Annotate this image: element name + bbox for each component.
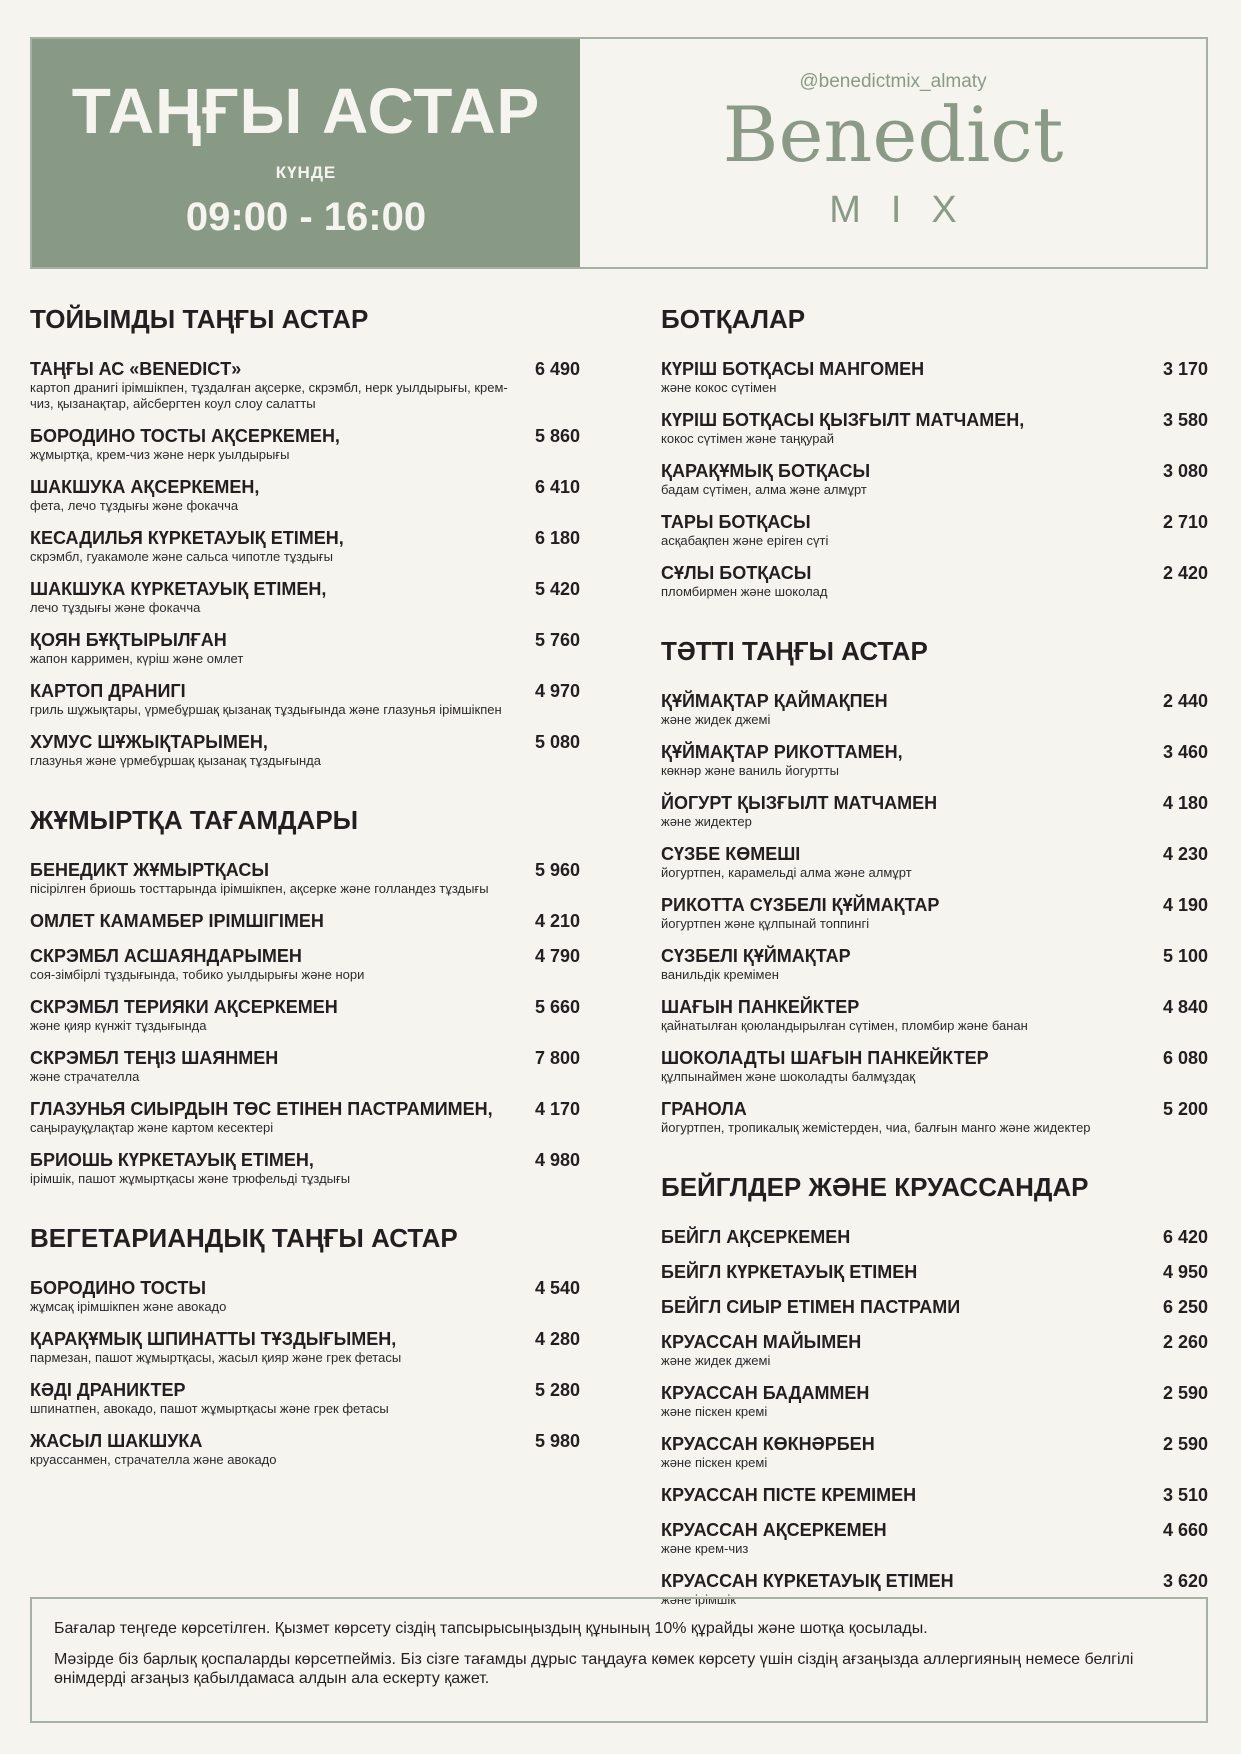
menu-item xyxy=(30,681,580,718)
menu-item-price: 2 590 xyxy=(1162,1383,1208,1403)
menu-item-text xyxy=(30,1150,350,1187)
menu-item-description: пармезан, пашот жұмыртқасы, жасыл қияр және грек фетасы xyxy=(30,1350,402,1365)
menu-item-price: 4 210 xyxy=(534,911,580,931)
menu-item-description: йогуртпен және құлпынай топпингі xyxy=(661,916,870,931)
menu-item-text xyxy=(661,691,888,728)
menu-column-left xyxy=(30,304,580,1504)
menu-item-name: БЕНЕДИКТ ЖҰМЫРТҚАСЫ xyxy=(30,860,269,880)
menu-item-price: 5 100 xyxy=(1162,946,1208,966)
menu-item-text xyxy=(30,946,364,983)
menu-item-text xyxy=(661,946,851,983)
menu-item-description: көкнәр және ваниль йогуртты xyxy=(661,763,839,778)
menu-item-name: ҚАРАҚҰМЫҚ БОТҚАСЫ xyxy=(661,461,871,481)
menu-item-description: және қияр күнжіт тұздығында xyxy=(30,1018,207,1033)
menu-item xyxy=(30,528,580,565)
hours-panel xyxy=(32,39,580,267)
menu-item-description: круассанмен, страчателла және авокадо xyxy=(30,1452,277,1467)
menu-item-text xyxy=(661,1383,869,1420)
menu-item-price: 5 760 xyxy=(534,630,580,650)
menu-item xyxy=(661,1520,1208,1557)
menu-item-price: 4 230 xyxy=(1162,844,1208,864)
menu-item xyxy=(661,410,1208,447)
menu-footer-note xyxy=(30,1597,1208,1723)
section-title: ВЕГЕТАРИАНДЫҚ ТАҢҒЫ АСТАР xyxy=(30,1223,458,1253)
menu-item-description: жұмыртқа, крем-чиз және нерк уылдырығы xyxy=(30,447,290,462)
menu-item-price: 5 980 xyxy=(534,1431,580,1451)
menu-item-description: йогуртпен, карамельді алма және алмұрт xyxy=(661,865,912,880)
menu-item xyxy=(30,1431,580,1468)
menu-item-name: ШАҒЫН ПАНКЕЙКТЕР xyxy=(661,997,860,1017)
menu-item-name: КАРТОП ДРАНИГІ xyxy=(30,681,186,701)
menu-item-name: ЖАСЫЛ ШАКШУКА xyxy=(30,1431,203,1451)
menu-item xyxy=(661,461,1208,498)
menu-item-name: ТАРЫ БОТҚАСЫ xyxy=(661,512,811,532)
menu-item-price: 5 660 xyxy=(534,997,580,1017)
menu-item xyxy=(30,1150,580,1187)
menu-item-text xyxy=(661,512,828,549)
menu-item-price: 4 970 xyxy=(534,681,580,701)
menu-item xyxy=(30,477,580,514)
menu-item-text xyxy=(661,1434,875,1471)
menu-item-name: БОРОДИНО ТОСТЫ АҚСЕРКЕМЕН, xyxy=(30,426,340,446)
menu-item-price: 2 590 xyxy=(1162,1434,1208,1454)
menu-section xyxy=(661,304,1208,600)
menu-item-text xyxy=(30,1380,389,1417)
menu-item xyxy=(30,1048,580,1085)
menu-item-description: және кокос сүтімен xyxy=(661,380,777,395)
menu-item-name: ҚАРАҚҰМЫҚ ШПИНАТТЫ ТҰЗДЫҒЫМЕН, xyxy=(30,1329,397,1349)
menu-item-description: соя-зімбірлі тұздығында, тобико уылдырығы және нори xyxy=(30,967,365,982)
menu-item-price: 4 190 xyxy=(1162,895,1208,915)
menu-item-description: және страчателла xyxy=(30,1069,140,1084)
menu-item-name: КҮРІШ БОТҚАСЫ ҚЫЗҒЫЛТ МАТЧАМЕН, xyxy=(661,410,1025,430)
menu-item-name: СҮЗБЕЛІ ҚҰЙМАҚТАР xyxy=(661,946,851,966)
menu-item-text xyxy=(30,860,489,897)
menu-item-text xyxy=(30,426,340,463)
menu-item-price: 3 170 xyxy=(1162,359,1208,379)
menu-item xyxy=(30,630,580,667)
menu-item-text xyxy=(30,579,326,616)
menu-item-name: КРУАССАН АҚСЕРКЕМЕН xyxy=(661,1520,887,1540)
daily-label: КҮНДЕ xyxy=(275,163,337,182)
menu-item xyxy=(30,911,580,932)
menu-item-price: 2 420 xyxy=(1162,563,1208,583)
menu-item-text xyxy=(30,477,259,514)
menu-item-price: 4 180 xyxy=(1162,793,1208,813)
menu-item-price: 3 080 xyxy=(1162,461,1208,481)
menu-item xyxy=(661,1485,1208,1506)
menu-item-name: БЕЙГЛ СИЫР ЕТІМЕН ПАСТРАМИ xyxy=(661,1297,961,1317)
menu-item-text xyxy=(661,742,903,779)
brand-panel xyxy=(580,39,1206,267)
menu-item-text xyxy=(30,528,344,565)
section-title: ТӘТТІ ТАҢҒЫ АСТАР xyxy=(661,636,928,666)
menu-item-description: құлпынаймен және шоколадты балмұздақ xyxy=(661,1069,916,1084)
menu-item-price: 6 250 xyxy=(1162,1297,1208,1317)
menu-item-text xyxy=(30,681,502,718)
menu-item-name: ГРАНОЛА xyxy=(661,1099,747,1119)
menu-item-description: және ірімшік xyxy=(661,1592,736,1607)
menu-item-text xyxy=(661,359,924,396)
menu-item xyxy=(661,895,1208,932)
menu-item-text xyxy=(661,1485,916,1506)
menu-item-description: және жидек джемі xyxy=(661,712,771,727)
menu-item-name: ШАКШУКА АҚСЕРКЕМЕН, xyxy=(30,477,260,497)
menu-item xyxy=(661,742,1208,779)
menu-item-text xyxy=(661,1048,989,1085)
menu-item-description: глазунья және үрмебұршақ қызанақ тұздығында xyxy=(30,753,321,768)
menu-item-price: 2 440 xyxy=(1162,691,1208,711)
menu-item-description: лечо тұздығы және фокачча xyxy=(30,600,201,615)
menu-item-name: БРИОШЬ КҮРКЕТАУЫҚ ЕТІМЕН, xyxy=(30,1150,314,1170)
menu-item xyxy=(661,793,1208,830)
menu-item-description: скрэмбл, гуакамоле және сальса чипотле тұздығы xyxy=(30,549,333,564)
menu-item-name: ЙОГУРТ ҚЫЗҒЫЛТ МАТЧАМЕН xyxy=(661,793,938,813)
menu-item-price: 6 410 xyxy=(534,477,580,497)
menu-item-description: жұмсақ ірімшікпен және авокадо xyxy=(30,1299,227,1314)
menu-item xyxy=(661,359,1208,396)
menu-item xyxy=(661,512,1208,549)
menu-item-price: 3 620 xyxy=(1162,1571,1208,1591)
menu-item-description: асқабақпен және еріген сүті xyxy=(661,533,829,548)
menu-item xyxy=(661,997,1208,1034)
menu-item-price: 2 710 xyxy=(1162,512,1208,532)
menu-item-price: 6 180 xyxy=(534,528,580,548)
menu-item-name: ТАҢҒЫ АС «BENEDICT» xyxy=(30,359,242,379)
instagram-handle: @benedictmix_almaty xyxy=(799,71,987,92)
menu-item-name: ОМЛЕТ КАМАМБЕР ІРІМШІГІМЕН xyxy=(30,911,324,931)
menu-item-price: 6 490 xyxy=(534,359,580,379)
section-title: БОТҚАЛАР xyxy=(661,304,806,334)
menu-item xyxy=(30,359,580,412)
menu-item xyxy=(30,1329,580,1366)
menu-item-name: СҰЛЫ БОТҚАСЫ xyxy=(661,563,812,583)
menu-item xyxy=(661,1262,1208,1283)
section-title: ТОЙЫМДЫ ТАҢҒЫ АСТАР xyxy=(30,304,369,334)
menu-item-name: СҮЗБЕ КӨМЕШІ xyxy=(661,844,801,864)
menu-item-text xyxy=(661,563,827,600)
menu-item-price: 5 200 xyxy=(1162,1099,1208,1119)
menu-item-description: йогуртпен, тропикалық жемістерден, чиа, балғын манго және жидектер xyxy=(661,1120,1091,1135)
menu-item xyxy=(661,1297,1208,1318)
menu-item-description: жапон карримен, күріш және омлет xyxy=(30,651,244,666)
menu-item-text xyxy=(30,1048,278,1085)
menu-item xyxy=(661,691,1208,728)
menu-item-description: және жидектер xyxy=(661,814,752,829)
brand-subtitle: MIX xyxy=(829,189,987,231)
menu-item-description: ванильдік кремімен xyxy=(661,967,779,982)
menu-item-description: және жидек джемі xyxy=(661,1353,771,1368)
menu-item-name: КРУАССАН БАДАММЕН xyxy=(661,1383,870,1403)
menu-item xyxy=(30,579,580,616)
menu-item-name: ҚҰЙМАҚТАР ҚАЙМАҚПЕН xyxy=(661,691,888,711)
menu-item-price: 6 080 xyxy=(1162,1048,1208,1068)
menu-item-price: 3 510 xyxy=(1162,1485,1208,1505)
menu-item-price: 4 980 xyxy=(534,1150,580,1170)
menu-item-price: 3 580 xyxy=(1162,410,1208,430)
menu-item xyxy=(30,946,580,983)
menu-item-name: КӘДІ ДРАНИКТЕР xyxy=(30,1380,186,1400)
menu-item-name: КЕСАДИЛЬЯ КҮРКЕТАУЫҚ ЕТІМЕН, xyxy=(30,528,344,548)
menu-item-name: БОРОДИНО ТОСТЫ xyxy=(30,1278,206,1298)
menu-section xyxy=(661,636,1208,1136)
menu-item-description: бадам сүтімен, алма және алмұрт xyxy=(661,482,867,497)
menu-item-name: СКРЭМБЛ ТЕРИЯКИ АҚСЕРКЕМЕН xyxy=(30,997,338,1017)
menu-item-name: КҮРІШ БОТҚАСЫ МАНГОМЕН xyxy=(661,359,925,379)
menu-item-text xyxy=(661,1520,887,1557)
menu-item-text xyxy=(30,359,520,412)
menu-section xyxy=(30,805,580,1187)
menu-item-text xyxy=(661,1332,861,1369)
menu-item-price: 4 280 xyxy=(534,1329,580,1349)
menu-item-price: 4 660 xyxy=(1162,1520,1208,1540)
menu-item-text xyxy=(30,1099,493,1136)
menu-item-description: шпинатпен, авокадо, пашот жұмыртқасы және грек фетасы xyxy=(30,1401,389,1416)
menu-item-price: 7 800 xyxy=(534,1048,580,1068)
menu-item-description: кокос сүтімен және таңқурай xyxy=(661,431,834,446)
menu-item-name: КРУАССАН КҮРКЕТАУЫҚ ЕТІМЕН xyxy=(661,1571,954,1591)
menu-item-description: пломбирмен және шоколад xyxy=(661,584,828,599)
menu-item-price: 5 420 xyxy=(534,579,580,599)
menu-item-text xyxy=(661,895,939,932)
menu-item-name: БЕЙГЛ АҚСЕРКЕМЕН xyxy=(661,1227,851,1247)
menu-item-description: қайнатылған қоюландырылған сүтімен, пломбир және банан xyxy=(661,1018,1028,1033)
menu-item-text xyxy=(30,997,338,1034)
menu-item-price: 4 170 xyxy=(534,1099,580,1119)
menu-item-text xyxy=(30,1278,226,1315)
menu-item-name: ҚҰЙМАҚТАР РИКОТТАМЕН, xyxy=(661,742,903,762)
menu-section xyxy=(30,304,580,769)
menu-item-text xyxy=(661,410,1024,447)
price-note: Бағалар теңгеде көрсетілген. Қызмет көрсету сіздің тапсырысыңыздың құнының 10% құрайды және шотқа қосылады. xyxy=(54,1620,928,1637)
menu-item-text xyxy=(30,911,324,932)
menu-header xyxy=(30,37,1208,269)
menu-item-text xyxy=(661,1227,850,1248)
menu-item-text xyxy=(30,630,243,667)
menu-item-name: СКРЭМБЛ ТЕҢІЗ ШАЯНМЕН xyxy=(30,1048,279,1068)
menu-item xyxy=(30,860,580,897)
menu-item xyxy=(661,844,1208,881)
menu-item xyxy=(30,732,580,769)
menu-item-description: ірімшік, пашот жұмыртқасы және трюфельді тұздығы xyxy=(30,1171,351,1186)
menu-item-name: ХУМУС ШҰЖЫҚТАРЫМЕН, xyxy=(30,732,268,752)
menu-item-price: 4 950 xyxy=(1162,1262,1208,1282)
menu-item-description: және піскен кремі xyxy=(661,1455,768,1470)
menu-item-price: 5 280 xyxy=(534,1380,580,1400)
menu-title: ТАҢҒЫ АСТАР xyxy=(71,75,541,147)
section-title: БЕЙГЛДЕР ЖӘНЕ КРУАССАНДАР xyxy=(661,1172,1089,1202)
menu-section xyxy=(30,1223,580,1468)
menu-item-description: және піскен кремі xyxy=(661,1404,768,1419)
menu-column-right xyxy=(661,304,1208,1644)
menu-item-name: КРУАССАН МАЙЫМЕН xyxy=(661,1332,862,1352)
allergy-note: Мәзірде біз барлық қоспаларды көрсетпейміз. Біз сізге тағамды дұрыс таңдауға көмек көрсету үшін сіздің ағзаңызда аллергияның немесе белгілі өнімдерді ағзаңыз қабылдамаса алдын ала ескерту қажет. xyxy=(54,1651,1134,1687)
menu-item-description: картоп дранигі ірімшікпен, тұздалған ақсерке, скрэмбл, нерк уылдырығы, крем-чиз, қызанақтар, айсбергтен коул слоу салатты xyxy=(30,380,508,411)
menu-item-text xyxy=(661,997,1028,1034)
menu-item-price: 4 540 xyxy=(534,1278,580,1298)
menu-item xyxy=(30,1278,580,1315)
opening-hours: 09:00 - 16:00 xyxy=(185,195,427,239)
menu-item-name: ШАКШУКА КҮРКЕТАУЫҚ ЕТІМЕН, xyxy=(30,579,327,599)
menu-item-price: 5 960 xyxy=(534,860,580,880)
menu-item xyxy=(30,997,580,1034)
menu-item-description: пісірілген бриошь тосттарында ірімшікпен, ақсерке және голландез тұздығы xyxy=(30,881,489,896)
menu-section xyxy=(661,1172,1208,1608)
menu-item-text xyxy=(661,844,912,881)
menu-item-price: 4 790 xyxy=(534,946,580,966)
menu-item-text xyxy=(30,732,321,769)
menu-item-price: 3 460 xyxy=(1162,742,1208,762)
menu-item-name: КРУАССАН ПІСТЕ КРЕМІМЕН xyxy=(661,1485,917,1505)
menu-item-price: 4 840 xyxy=(1162,997,1208,1017)
menu-item xyxy=(661,1099,1208,1136)
brand-logo: Benedict xyxy=(722,90,1064,179)
menu-item-text xyxy=(661,1099,1091,1136)
menu-item xyxy=(661,1332,1208,1369)
menu-item xyxy=(661,946,1208,983)
menu-item-price: 5 080 xyxy=(534,732,580,752)
menu-item-description: және крем-чиз xyxy=(661,1541,749,1556)
menu-item-name: ГЛАЗУНЬЯ СИЫРДЫН ТӨС ЕТІНЕН ПАСТРАМИМЕН, xyxy=(30,1099,493,1119)
menu-item xyxy=(30,426,580,463)
menu-item-name: КРУАССАН КӨКНӘРБЕН xyxy=(661,1434,875,1454)
menu-item-name: ШОКОЛАДТЫ ШАҒЫН ПАНКЕЙКТЕР xyxy=(661,1048,989,1068)
menu-item-price: 5 860 xyxy=(534,426,580,446)
menu-item-text xyxy=(30,1431,277,1468)
menu-item-text xyxy=(661,1297,960,1318)
menu-item-description: саңырауқұлақтар және картом кесектері xyxy=(30,1120,274,1135)
menu-item xyxy=(661,1048,1208,1085)
menu-item-price: 6 420 xyxy=(1162,1227,1208,1247)
menu-item-text xyxy=(661,461,870,498)
menu-item-text xyxy=(661,793,937,830)
menu-item xyxy=(661,1434,1208,1471)
menu-item xyxy=(30,1099,580,1136)
menu-item xyxy=(661,563,1208,600)
menu-item-name: РИКОТТА СҮЗБЕЛІ ҚҰЙМАҚТАР xyxy=(661,895,940,915)
menu-item-name: ҚОЯН БҰҚТЫРЫЛҒАН xyxy=(30,630,227,650)
menu-item-price: 2 260 xyxy=(1162,1332,1208,1352)
menu-item xyxy=(661,1383,1208,1420)
menu-item-name: БЕЙГЛ КҮРКЕТАУЫҚ ЕТІМЕН xyxy=(661,1262,918,1282)
menu-item-name: СКРЭМБЛ АСШАЯНДАРЫМЕН xyxy=(30,946,302,966)
menu-item-description: фета, лечо тұздығы және фокачча xyxy=(30,498,239,513)
menu-item-text xyxy=(661,1262,917,1283)
menu-item xyxy=(30,1380,580,1417)
menu-item xyxy=(661,1227,1208,1248)
menu-item-description: гриль шұжықтары, үрмебұршақ қызанақ тұздығында және глазунья ірімшікпен xyxy=(30,702,502,717)
section-title: ЖҰМЫРТҚА ТАҒАМДАРЫ xyxy=(30,805,359,835)
menu-item-text xyxy=(30,1329,401,1366)
